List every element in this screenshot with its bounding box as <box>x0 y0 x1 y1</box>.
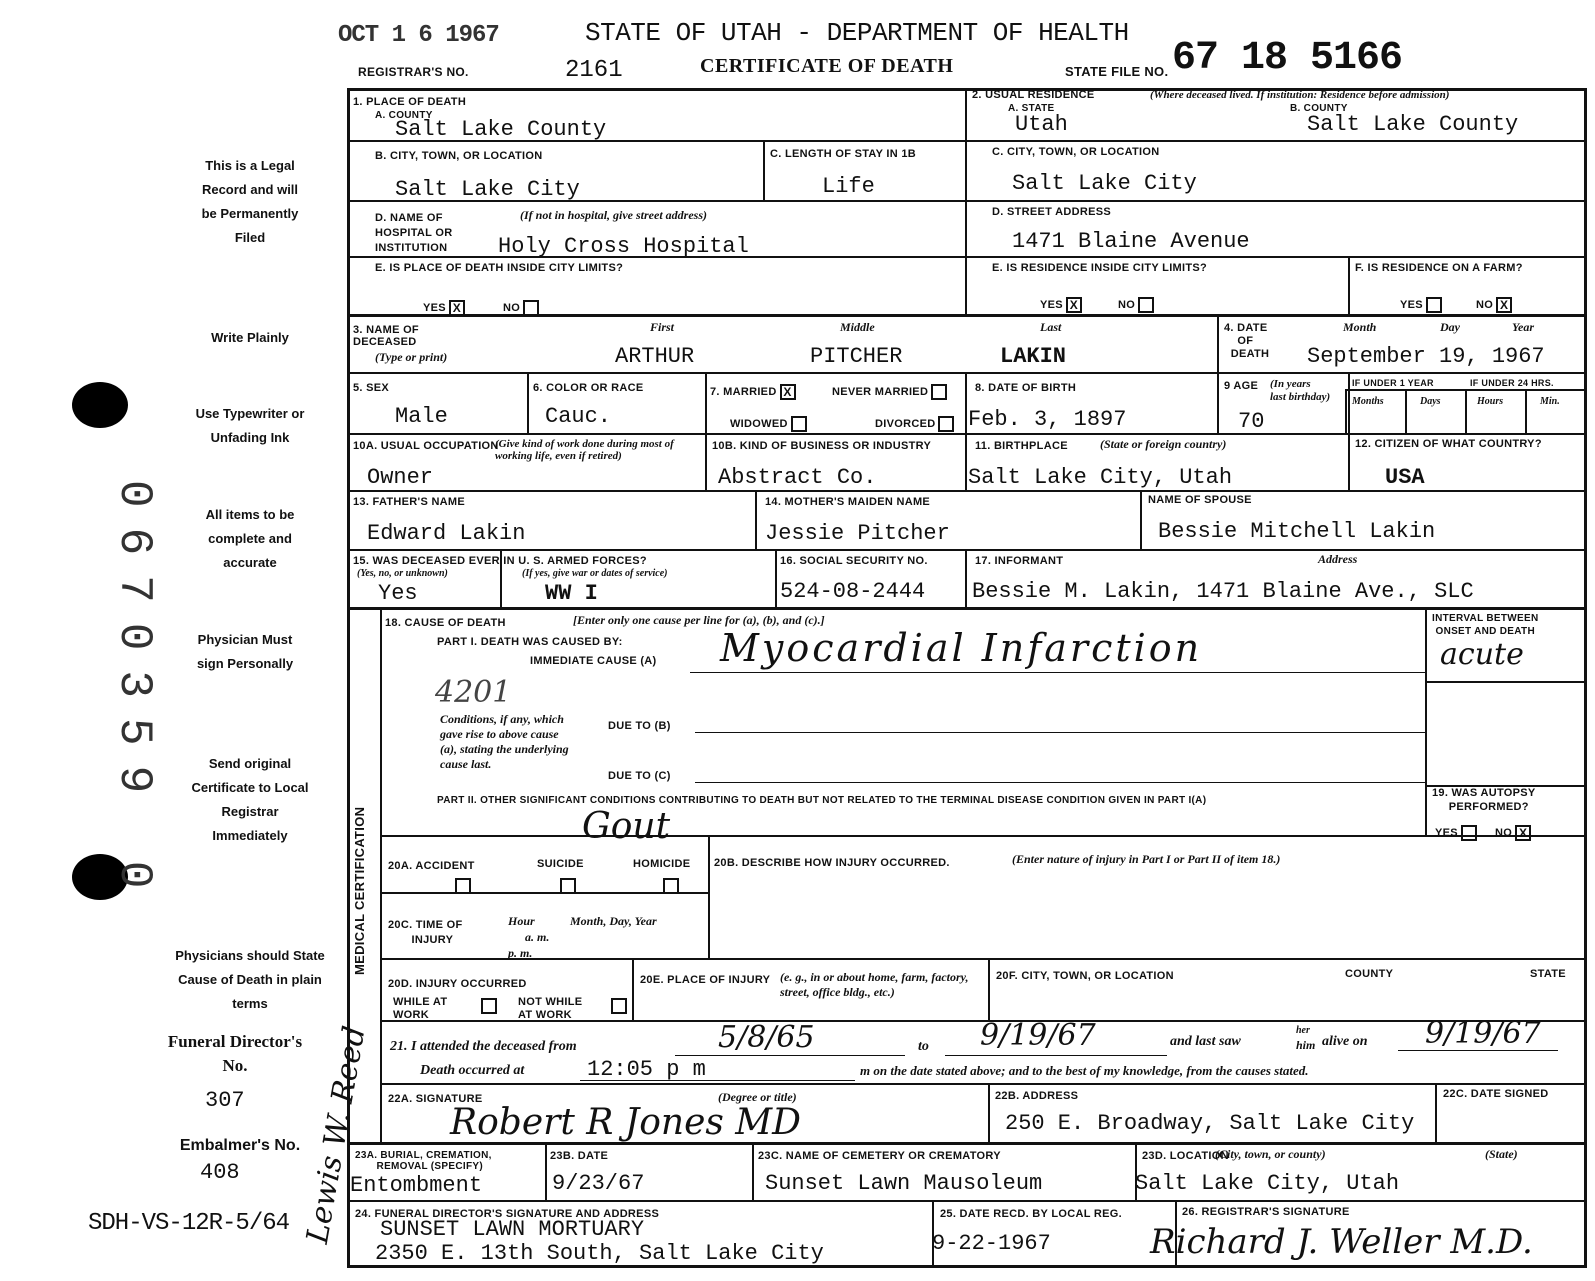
signature-label: 22A. SIGNATURE <box>388 1093 483 1105</box>
hospital-hint: (If not in hospital, give street address) <box>520 208 708 222</box>
time-of-death[interactable]: 12:05 p m <box>587 1057 706 1082</box>
day-label: Day <box>1440 320 1460 334</box>
cause-of-death-label: 18. CAUSE OF DEATH <box>385 617 506 629</box>
citizen[interactable]: USA <box>1385 465 1425 490</box>
min-label: Min. <box>1540 396 1560 407</box>
ssn-label: 16. SOCIAL SECURITY NO. <box>780 555 928 567</box>
funeral-home-name[interactable]: SUNSET LAWN MORTUARY <box>380 1217 645 1242</box>
occurred-tail: m on the date stated above; and to the best of my knowledge, from the causes stated. <box>860 1063 1309 1078</box>
suicide-checkbox[interactable] <box>560 878 576 894</box>
form-number: SDH-VS-12R-5/64 <box>88 1210 290 1237</box>
injury-state-label: STATE <box>1530 968 1566 980</box>
immediate-cause[interactable]: Myocardial Infarction <box>720 626 1203 670</box>
armed-forces-hint1: (Yes, no, or unknown) <box>357 568 448 579</box>
widowed-option[interactable]: WIDOWED <box>730 416 807 432</box>
homicide-checkbox[interactable] <box>663 878 679 894</box>
date-received[interactable]: 9-22-1967 <box>932 1231 1051 1256</box>
days-label: Days <box>1420 396 1441 407</box>
war-service[interactable]: WW I <box>545 581 598 606</box>
her-label: her <box>1296 1025 1310 1036</box>
registrar-signature-label: 26. REGISTRAR'S SIGNATURE <box>1182 1206 1350 1218</box>
armed-forces[interactable]: Yes <box>378 581 418 606</box>
informant-address-label: Address <box>1318 552 1358 566</box>
pm-label: p. m. <box>508 946 533 960</box>
hour-label: Hour <box>508 914 535 928</box>
am-label: a. m. <box>525 930 550 944</box>
residence-county-label: B. COUNTY <box>1290 103 1348 114</box>
death-county-label: A. COUNTY <box>375 110 433 121</box>
hospital-label: D. NAME OF HOSPITAL OR INSTITUTION <box>375 212 453 254</box>
location-hint: (City, town, or county) <box>1215 1147 1326 1161</box>
place-of-death-label: 1. PLACE OF DEATH <box>353 96 467 108</box>
sex[interactable]: Male <box>395 404 448 429</box>
homicide-label[interactable]: HOMICIDE <box>633 858 691 870</box>
state-file-label: STATE FILE NO. <box>1065 64 1169 79</box>
deceased-name-hint: (Type or print) <box>375 350 448 364</box>
autopsy-yes-checkbox[interactable] <box>1461 825 1477 841</box>
occurred-at-label: Death occurred at <box>420 1063 525 1078</box>
under-24-hrs-label: IF UNDER 24 HRS. <box>1470 378 1554 388</box>
farm-no[interactable]: NO X <box>1476 297 1512 313</box>
not-while-at-work[interactable]: NOT WHILE AT WORK <box>518 996 583 1021</box>
due-to-c-label: DUE TO (C) <box>608 770 671 782</box>
sex-label: 5. SEX <box>353 382 390 394</box>
place-of-injury-label: 20E. PLACE OF INJURY <box>640 974 771 986</box>
residence-inside-label: E. IS RESIDENCE INSIDE CITY LIMITS? <box>992 262 1208 274</box>
residence-inside-yes-checkbox[interactable]: X <box>1066 297 1082 313</box>
funeral-director-no: 307 <box>205 1088 245 1113</box>
spouse-name[interactable]: Bessie Mitchell Lakin <box>1158 519 1436 544</box>
last-label: Last <box>1040 320 1062 334</box>
citizen-label: 12. CITIZEN OF WHAT COUNTRY? <box>1355 438 1542 450</box>
residence-inside-no-checkbox[interactable] <box>1138 297 1154 313</box>
physician-address[interactable]: 250 E. Broadway, Salt Lake City <box>1005 1111 1415 1136</box>
state-file-no: 67 18 5166 <box>1172 36 1403 81</box>
street-address[interactable]: 1471 Blaine Avenue <box>1012 229 1250 254</box>
time-of-injury-label: 20C. TIME OF INJURY <box>388 919 463 946</box>
residence-city-label: C. CITY, TOWN, OR LOCATION <box>992 146 1160 158</box>
informant-label: 17. INFORMANT <box>975 555 1064 567</box>
date-of-death[interactable]: September 19, 1967 <box>1307 344 1545 369</box>
age-hint: (In years last birthday) <box>1270 378 1331 403</box>
interval-value[interactable]: acute <box>1440 637 1524 672</box>
residence-hint: (Where deceased lived. If institution: Residence before admission) <box>1150 89 1450 101</box>
street-address-label: D. STREET ADDRESS <box>992 206 1111 218</box>
spouse-label: NAME OF SPOUSE <box>1148 494 1252 506</box>
farm-no-checkbox[interactable]: X <box>1496 297 1512 313</box>
note-typewriter: Use Typewriter or Unfading Ink <box>195 406 305 445</box>
armed-forces-label: 15. WAS DECEASED EVER IN U. S. ARMED FORCES? <box>353 555 647 567</box>
due-to-b-label: DUE TO (B) <box>608 720 671 732</box>
accident-label[interactable]: 20A. ACCIDENT <box>388 860 475 872</box>
cause-hint: [Enter only one cause per line for (a), (b), and (c).] <box>573 613 825 627</box>
note-complete: All items to be complete and accurate <box>205 507 295 570</box>
punch-hole-top <box>72 382 128 428</box>
note-physician-sign: Physician Must sign Personally <box>196 632 294 671</box>
attended-text: 21. I attended the deceased from <box>390 1039 577 1054</box>
death-county[interactable]: Salt Lake County <box>395 117 607 142</box>
injury-hint: (Enter nature of injury in Part I or Part II of item 18.) <box>1012 852 1281 866</box>
length-of-stay-label: C. LENGTH OF STAY IN 1B <box>770 148 917 160</box>
death-inside-yes-checkbox[interactable]: X <box>449 300 465 316</box>
farm-yes-checkbox[interactable] <box>1426 297 1442 313</box>
injury-occurred-label: 20D. INJURY OCCURRED <box>388 978 527 990</box>
last-saw-label: and last saw <box>1170 1034 1241 1049</box>
under-1-year-label: IF UNDER 1 YEAR <box>1352 378 1434 388</box>
attended-to[interactable]: 9/19/67 <box>980 1018 1096 1053</box>
divorced-option[interactable]: DIVORCED <box>875 416 954 432</box>
residence-city[interactable]: Salt Lake City <box>1012 171 1197 196</box>
received-stamp-date: OCT 1 6 1967 <box>338 22 499 49</box>
never-married-checkbox[interactable] <box>931 384 947 400</box>
race[interactable]: Cauc. <box>545 404 612 429</box>
middle-label: Middle <box>840 320 875 334</box>
hospital-name[interactable]: Holy Cross Hospital <box>498 234 749 259</box>
location-label: 23D. LOCATION <box>1142 1150 1229 1162</box>
physician-signature[interactable]: Robert R Jones MD <box>450 1102 802 1143</box>
burial[interactable]: Entombment <box>350 1173 483 1198</box>
part1-label: PART I. DEATH WAS CAUSED BY: <box>437 636 623 648</box>
note-state-cause: Physicians should State Cause of Death in plain terms <box>175 948 325 1011</box>
father-name[interactable]: Edward Lakin <box>367 521 526 546</box>
date-received-label: 25. DATE RECD. BY LOCAL REG. <box>940 1208 1122 1220</box>
medical-certification-label: MEDICAL CERTIFICATION <box>352 806 367 975</box>
mother-name[interactable]: Jessie Pitcher <box>765 521 950 546</box>
funeral-director-vertical-signature: Lewis W. Reed <box>300 1023 373 1247</box>
birth-date-label: 8. DATE OF BIRTH <box>975 382 1077 394</box>
him-label: him <box>1296 1038 1316 1052</box>
farm-yes[interactable]: YES <box>1400 297 1442 313</box>
conditions-note: Conditions, if any, which gave rise to above cause (a), stating the underlying cause last. <box>440 712 569 771</box>
injury-county-label: COUNTY <box>1345 968 1394 980</box>
note-send-original: Send original Certificate to Local Registrar Immediately <box>191 756 309 843</box>
death-city-label: B. CITY, TOWN, OR LOCATION <box>375 150 543 162</box>
occupation-label: 10A. USUAL OCCUPATION <box>353 440 499 452</box>
suicide-label[interactable]: SUICIDE <box>537 858 584 870</box>
informant[interactable]: Bessie M. Lakin, 1471 Blaine Ave., SLC <box>972 579 1474 604</box>
residence-label: 2. USUAL RESIDENCE <box>972 89 1095 101</box>
cemetery-label: 23C. NAME OF CEMETERY OR CREMATORY <box>758 1150 1001 1162</box>
autopsy-yes[interactable]: YES <box>1435 825 1477 841</box>
certificate-title: CERTIFICATE OF DEATH <box>700 55 954 77</box>
business[interactable]: Abstract Co. <box>718 465 877 490</box>
death-inside-yes[interactable]: YES X <box>423 300 465 316</box>
funeral-home-address[interactable]: 2350 E. 13th South, Salt Lake City <box>375 1241 824 1266</box>
agency-title: STATE OF UTAH - DEPARTMENT OF HEALTH <box>585 18 1129 48</box>
last-saw-date[interactable]: 9/19/67 <box>1425 1016 1541 1051</box>
residence-inside-yes[interactable]: YES X <box>1040 297 1082 313</box>
registrar-signature[interactable]: Richard J. Weller M.D. <box>1150 1222 1533 1262</box>
death-city[interactable]: Salt Lake City <box>395 177 580 202</box>
never-married-option[interactable]: NEVER MARRIED <box>832 384 947 400</box>
state-hint: (State) <box>1485 1147 1518 1161</box>
disposition-date-label: 23B. DATE <box>550 1150 609 1162</box>
cemetery[interactable]: Sunset Lawn Mausoleum <box>765 1171 1043 1196</box>
business-label: 10B. KIND OF BUSINESS OR INDUSTRY <box>712 440 932 452</box>
alive-on-label: alive on <box>1322 1034 1368 1049</box>
registrar-no: 2161 <box>565 57 623 84</box>
age-label: 9 AGE <box>1224 380 1259 392</box>
residence-state[interactable]: Utah <box>1015 112 1068 137</box>
embalmer-no-label: Embalmer's No. <box>179 1137 301 1154</box>
autopsy-no-checkbox[interactable]: X <box>1515 825 1531 841</box>
death-inside-no[interactable]: NO <box>503 300 539 316</box>
part2-value[interactable]: Gout <box>582 806 671 847</box>
disposition-date[interactable]: 9/23/67 <box>552 1171 645 1196</box>
embalmer-no: 408 <box>200 1160 240 1185</box>
funeral-director-no-label: Funeral Director's No. <box>167 1032 303 1075</box>
date-signed-label: 22C. DATE SIGNED <box>1443 1088 1549 1100</box>
birth-date[interactable]: Feb. 3, 1897 <box>968 407 1127 432</box>
length-of-stay[interactable]: Life <box>822 174 875 199</box>
mother-label: 14. MOTHER'S MAIDEN NAME <box>765 496 931 508</box>
birthplace[interactable]: Salt Lake City, Utah <box>968 465 1233 490</box>
middle-name[interactable]: PITCHER <box>810 344 903 369</box>
year-label: Year <box>1512 320 1534 334</box>
funeral-director-label: 24. FUNERAL DIRECTOR'S SIGNATURE AND ADDRESS <box>355 1208 660 1220</box>
injury-city-label: 20F. CITY, TOWN, OR LOCATION <box>996 970 1174 982</box>
death-inside-no-checkbox[interactable] <box>523 300 539 316</box>
date-of-death-label: 4. DATE OF DEATH <box>1224 322 1270 360</box>
interval-label: INTERVAL BETWEEN ONSET AND DEATH <box>1432 613 1539 637</box>
injury-how-label: 20B. DESCRIBE HOW INJURY OCCURRED. <box>714 857 950 869</box>
birthplace-label: 11. BIRTHPLACE <box>975 440 1068 452</box>
occupation[interactable]: Owner <box>367 465 434 490</box>
note-legal-record: This is a Legal Record and will be Permanently Filed <box>201 158 299 245</box>
birthplace-hint: (State or foreign country) <box>1100 437 1227 451</box>
burial-label: 23A. BURIAL, CREMATION, REMOVAL (SPECIFY) <box>355 1150 492 1172</box>
degree-label: (Degree or title) <box>718 1090 797 1104</box>
burial-location[interactable]: Salt Lake City, Utah <box>1135 1171 1400 1196</box>
physician-address-label: 22B. ADDRESS <box>995 1090 1079 1102</box>
diagnosis-code: 4201 <box>435 675 512 710</box>
deceased-name-label: 3. NAME OF DECEASED <box>353 324 419 348</box>
occupation-hint: (Give kind of work done during most of working life, even if retired) <box>495 438 674 462</box>
residence-inside-no[interactable]: NO <box>1118 297 1154 313</box>
place-of-injury-hint: (e. g., in or about home, farm, factory, street, office bldg., etc.) <box>780 970 969 999</box>
married-checkbox[interactable]: X <box>780 384 796 400</box>
attended-from[interactable]: 5/8/65 <box>718 1020 815 1055</box>
immediate-cause-label: IMMEDIATE CAUSE (A) <box>530 655 657 667</box>
first-name[interactable]: ARTHUR <box>615 344 695 369</box>
armed-forces-hint2: (If yes, give war or dates of service) <box>522 568 668 579</box>
accident-checkbox[interactable] <box>455 878 471 894</box>
first-label: First <box>650 320 675 334</box>
note-write-plainly: Write Plainly <box>211 330 289 345</box>
ssn[interactable]: 524-08-2444 <box>780 579 926 604</box>
hours-label: Hours <box>1477 396 1504 407</box>
autopsy-no[interactable]: NO X <box>1495 825 1531 841</box>
vertical-file-number: 0670359 0 <box>108 480 160 909</box>
father-label: 13. FATHER'S NAME <box>353 496 466 508</box>
farm-label: F. IS RESIDENCE ON A FARM? <box>1355 262 1523 274</box>
divorced-checkbox[interactable] <box>938 416 954 432</box>
registrar-no-label: REGISTRAR'S NO. <box>358 65 469 79</box>
widowed-checkbox[interactable] <box>791 416 807 432</box>
month-label: Month <box>1343 320 1377 334</box>
residence-county[interactable]: Salt Lake County <box>1307 112 1519 137</box>
married-option[interactable]: 7. MARRIED X <box>710 384 796 400</box>
part2-label: PART II. OTHER SIGNIFICANT CONDITIONS CONTRIBUTING TO DEATH BUT NOT RELATED TO THE TERMINAL DISEASE CONDITION GIVEN IN PART I(A) <box>437 795 1207 806</box>
not-while-at-work-checkbox[interactable] <box>611 998 627 1014</box>
to-label: to <box>918 1039 929 1054</box>
autopsy-label: 19. WAS AUTOPSY PERFORMED? <box>1432 787 1536 813</box>
age[interactable]: 70 <box>1238 409 1265 434</box>
last-name[interactable]: LAKIN <box>1000 344 1067 369</box>
inside-city-label: E. IS PLACE OF DEATH INSIDE CITY LIMITS? <box>375 262 624 274</box>
race-label: 6. COLOR OR RACE <box>533 382 644 394</box>
mdy-label: Month, Day, Year <box>570 914 657 928</box>
while-at-work[interactable]: WHILE AT WORK <box>393 996 448 1021</box>
months-label: Months <box>1352 396 1384 407</box>
while-at-work-checkbox[interactable] <box>481 998 497 1014</box>
residence-state-label: A. STATE <box>1008 103 1055 114</box>
